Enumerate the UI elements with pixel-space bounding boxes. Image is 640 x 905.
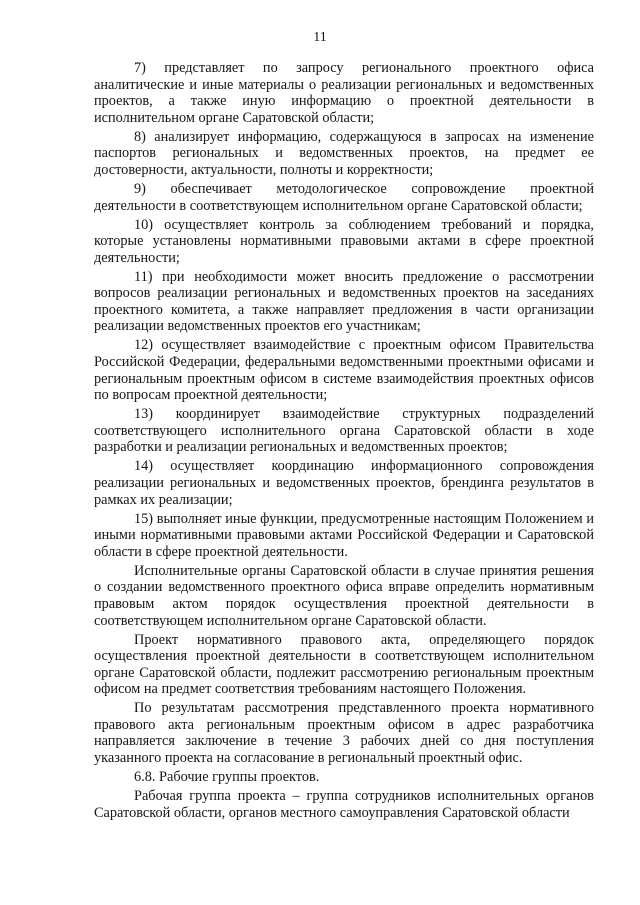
paragraph-item-7: 7) представляет по запросу регионального проектного офиса аналитические и иные материалы о реализации региональных и ведомственных проектов, а также иную информацию о проектной деятельности в исполнительном органе Саратовской области; bbox=[94, 60, 594, 126]
paragraph-review-conclusion: По результатам рассмотрения представленного проекта нормативного правового акта региональным проектным офисом в адрес разработчика направляется заключение в течение 3 рабочих дней со дня поступления указанного проекта на согласование в региональный проектный офис. bbox=[94, 700, 594, 767]
paragraph-item-10: 10) осуществляет контроль за соблюдением требований и порядка, которые установлены нормативными правовыми актами в сфере проектной деятельности; bbox=[94, 216, 594, 266]
paragraph-item-12: 12) осуществляет взаимодействие с проектным офисом Правительства Российской Федерации, федеральными ведомственными проектными офисами и региональным проектным офисом в системе взаимодействия проектных офисов по вопросам проектной деятельности; bbox=[94, 337, 594, 404]
paragraph-item-9: 9) обеспечивает методологическое сопровождение проектной деятельности в соответствующем исполнительном органе Саратовской области; bbox=[94, 180, 594, 214]
section-heading-6-8: 6.8. Рабочие группы проектов. bbox=[134, 769, 320, 786]
paragraph-project-office-right: Исполнительные органы Саратовской области в случае принятия решения о создании ведомственного проектного офиса вправе определить нормативным правовым актом порядок осуществления проектной деятельности в соответствующем исполнительном органе Саратовской области. bbox=[94, 562, 594, 629]
paragraph-item-13: 13) координирует взаимодействие структурных подразделений соответствующего исполнительного органа Саратовской области в ходе разработки и реализации региональных и ведомственных проектов; bbox=[94, 406, 594, 456]
document-body bbox=[94, 60, 594, 824]
page-number: 11 bbox=[313, 30, 327, 45]
paragraph-item-15: 15) выполняет иные функции, предусмотренные настоящим Положением и иными нормативными правовыми актами Российской Федерации и Саратовской области в сфере проектной деятельности. bbox=[94, 510, 594, 560]
paragraph-working-group-definition: Рабочая группа проекта – группа сотрудников исполнительных органов Саратовской области, органов местного самоуправления Саратовской области bbox=[94, 788, 594, 821]
paragraph-item-14: 14) осуществляет координацию информационного сопровождения реализации региональных и ведомственных проектов, брендинга результатов в рамках их реализации; bbox=[94, 458, 594, 508]
paragraph-item-8: 8) анализирует информацию, содержащуюся в запросах на изменение паспортов региональных и ведомственных проектов, на предмет ее достоверности, актуальности, полноты и корректности; bbox=[94, 128, 594, 178]
paragraph-item-11: 11) при необходимости может вносить предложение о рассмотрении вопросов реализации региональных и ведомственных проектов на заседаниях проектного комитета, а также направляет предложения в части организации реализации ведомственных проектов его участникам; bbox=[94, 268, 594, 335]
paragraph-draft-review: Проект нормативного правового акта, определяющего порядок осуществления проектной деятельности в соответствующем исполнительном органе Саратовской области, подлежит рассмотрению региональным проектным офисом на предмет соответствия требованиям настоящего Положения. bbox=[94, 631, 594, 698]
